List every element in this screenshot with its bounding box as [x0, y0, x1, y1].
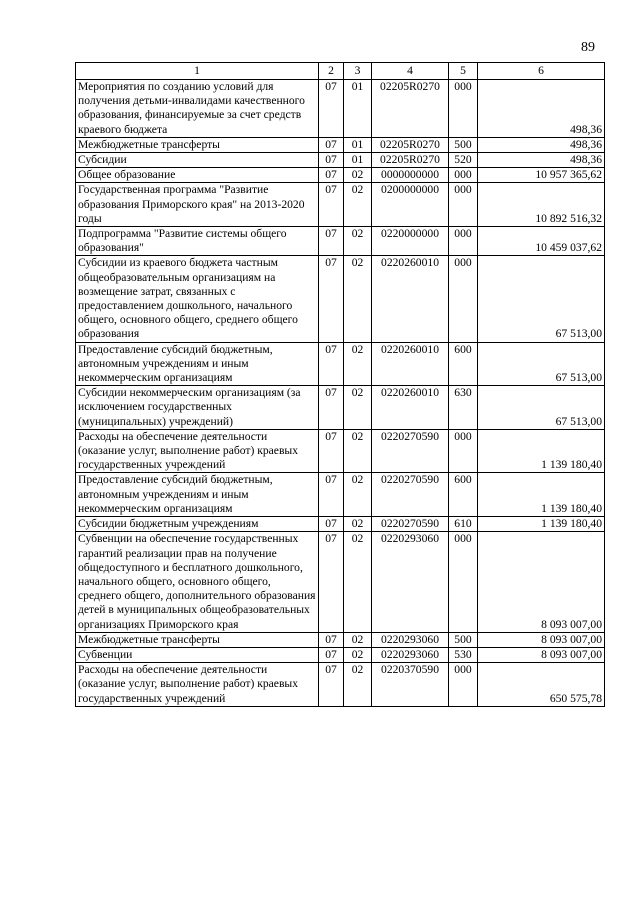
table-row [76, 647, 605, 662]
cell-section: 07 [319, 256, 344, 342]
cell-amount: 8 093 007,00 [478, 632, 605, 647]
cell-section: 07 [319, 183, 344, 227]
table-row [76, 168, 605, 183]
cell-target-article: 02205R0270 [372, 137, 449, 152]
cell-amount: 67 513,00 [478, 342, 605, 386]
cell-amount: 10 957 365,62 [478, 168, 605, 183]
cell-target-article: 02205R0270 [372, 80, 449, 138]
cell-expense-type: 630 [449, 386, 478, 430]
cell-subsection: 02 [344, 517, 372, 532]
cell-expense-type: 520 [449, 153, 478, 168]
cell-name: Мероприятия по созданию условий для получения детьми-инвалидами качественного образования, финансируемые за счет средств краевого бюджета [76, 80, 319, 138]
cell-section: 07 [319, 632, 344, 647]
table-row [76, 256, 605, 342]
table-row [76, 137, 605, 152]
cell-expense-type: 600 [449, 342, 478, 386]
cell-expense-type: 610 [449, 517, 478, 532]
table-row [76, 517, 605, 532]
cell-name: Расходы на обеспечение деятельности (оказание услуг, выполнение работ) краевых государственных учреждений [76, 663, 319, 707]
budget-table-body [76, 63, 605, 707]
cell-expense-type: 000 [449, 663, 478, 707]
cell-amount: 8 093 007,00 [478, 647, 605, 662]
cell-section: 07 [319, 153, 344, 168]
cell-target-article: 0220293060 [372, 632, 449, 647]
cell-amount: 10 892 516,32 [478, 183, 605, 227]
cell-target-article: 0220293060 [372, 532, 449, 632]
column-header-subsection: 3 [344, 63, 372, 80]
table-row [76, 473, 605, 517]
cell-name: Субсидии некоммерческим организациям (за исключением государственных (муниципальных) учреждений) [76, 386, 319, 430]
cell-target-article: 0220370590 [372, 663, 449, 707]
table-header-row [76, 63, 605, 80]
cell-section: 07 [319, 386, 344, 430]
cell-name: Субсидии [76, 153, 319, 168]
cell-subsection: 01 [344, 137, 372, 152]
cell-subsection: 02 [344, 663, 372, 707]
cell-amount: 1 139 180,40 [478, 517, 605, 532]
cell-expense-type: 500 [449, 632, 478, 647]
cell-name: Государственная программа "Развитие образования Приморского края" на 2013-2020 годы [76, 183, 319, 227]
cell-target-article: 0220260010 [372, 342, 449, 386]
cell-subsection: 02 [344, 632, 372, 647]
column-header-expense-type: 5 [449, 63, 478, 80]
cell-amount: 498,36 [478, 137, 605, 152]
cell-expense-type: 000 [449, 227, 478, 256]
cell-name: Предоставление субсидий бюджетным, автономным учреждениям и иным некоммерческим организациям [76, 473, 319, 517]
cell-target-article: 0220000000 [372, 227, 449, 256]
cell-name: Расходы на обеспечение деятельности (оказание услуг, выполнение работ) краевых государственных учреждений [76, 429, 319, 473]
cell-subsection: 02 [344, 256, 372, 342]
page-number: 89 [581, 40, 595, 55]
cell-section: 07 [319, 532, 344, 632]
cell-target-article: 0220270590 [372, 429, 449, 473]
cell-name: Общее образование [76, 168, 319, 183]
cell-section: 07 [319, 663, 344, 707]
cell-expense-type: 000 [449, 80, 478, 138]
cell-target-article: 0220270590 [372, 517, 449, 532]
cell-target-article: 0220270590 [372, 473, 449, 517]
table-row [76, 632, 605, 647]
table-row [76, 663, 605, 707]
table-row [76, 183, 605, 227]
cell-section: 07 [319, 473, 344, 517]
cell-expense-type: 500 [449, 137, 478, 152]
cell-amount: 1 139 180,40 [478, 429, 605, 473]
cell-subsection: 02 [344, 532, 372, 632]
cell-amount: 498,36 [478, 153, 605, 168]
table-row [76, 386, 605, 430]
cell-expense-type: 000 [449, 183, 478, 227]
cell-section: 07 [319, 168, 344, 183]
cell-target-article: 0220260010 [372, 386, 449, 430]
cell-expense-type: 000 [449, 256, 478, 342]
cell-amount: 1 139 180,40 [478, 473, 605, 517]
cell-subsection: 01 [344, 80, 372, 138]
cell-target-article: 0220260010 [372, 256, 449, 342]
cell-expense-type: 600 [449, 473, 478, 517]
table-row [76, 342, 605, 386]
cell-name: Субсидии бюджетным учреждениям [76, 517, 319, 532]
cell-name: Предоставление субсидий бюджетным, автономным учреждениям и иным некоммерческим организациям [76, 342, 319, 386]
cell-section: 07 [319, 342, 344, 386]
table-row [76, 227, 605, 256]
cell-name: Субвенции на обеспечение государственных гарантий реализации прав на получение общедоступного и бесплатного дошкольного, начального общего, основного общего, среднего общего, дополнительного образования детей в муниципальных общеобразовательных организациях Приморского края [76, 532, 319, 632]
cell-name: Межбюджетные трансферты [76, 137, 319, 152]
cell-section: 07 [319, 429, 344, 473]
column-header-section: 2 [319, 63, 344, 80]
cell-amount: 8 093 007,00 [478, 532, 605, 632]
cell-expense-type: 000 [449, 429, 478, 473]
cell-subsection: 02 [344, 647, 372, 662]
cell-section: 07 [319, 647, 344, 662]
cell-target-article: 0220293060 [372, 647, 449, 662]
budget-table [75, 62, 605, 707]
cell-subsection: 02 [344, 227, 372, 256]
cell-expense-type: 000 [449, 168, 478, 183]
column-header-amount: 6 [478, 63, 605, 80]
cell-expense-type: 530 [449, 647, 478, 662]
cell-section: 07 [319, 517, 344, 532]
cell-section: 07 [319, 137, 344, 152]
cell-target-article: 0000000000 [372, 168, 449, 183]
cell-amount: 498,36 [478, 80, 605, 138]
cell-subsection: 02 [344, 183, 372, 227]
table-row [76, 429, 605, 473]
cell-subsection: 01 [344, 153, 372, 168]
cell-subsection: 02 [344, 386, 372, 430]
cell-amount: 67 513,00 [478, 386, 605, 430]
cell-subsection: 02 [344, 168, 372, 183]
cell-name: Субсидии из краевого бюджета частным общеобразовательным организациям на возмещение затрат, связанных с предоставлением дошкольного, начального общего, основного общего, среднего общего образования [76, 256, 319, 342]
cell-name: Подпрограмма "Развитие системы общего образования" [76, 227, 319, 256]
cell-amount: 650 575,78 [478, 663, 605, 707]
table-row [76, 532, 605, 632]
cell-section: 07 [319, 227, 344, 256]
column-header-target-article: 4 [372, 63, 449, 80]
cell-name: Межбюджетные трансферты [76, 632, 319, 647]
cell-amount: 67 513,00 [478, 256, 605, 342]
cell-amount: 10 459 037,62 [478, 227, 605, 256]
cell-target-article: 02205R0270 [372, 153, 449, 168]
column-header-name: 1 [76, 63, 319, 80]
table-row [76, 80, 605, 138]
cell-section: 07 [319, 80, 344, 138]
cell-subsection: 02 [344, 473, 372, 517]
cell-subsection: 02 [344, 429, 372, 473]
cell-target-article: 0200000000 [372, 183, 449, 227]
cell-subsection: 02 [344, 342, 372, 386]
cell-expense-type: 000 [449, 532, 478, 632]
table-row [76, 153, 605, 168]
cell-name: Субвенции [76, 647, 319, 662]
